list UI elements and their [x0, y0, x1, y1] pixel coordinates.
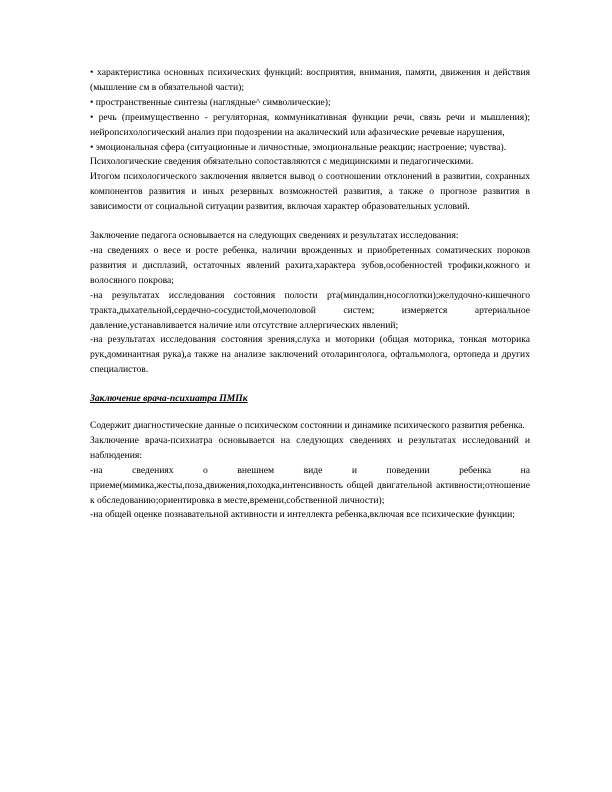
section-heading-psychiatrist: Заключение врача-психиатра ПМПк — [90, 393, 248, 405]
document-page — [90, 66, 530, 523]
paragraph-psychiatrist-intro: Содержит диагностические данные о психическом состоянии и динамике психического развития ребенка. — [90, 420, 525, 432]
paragraph-teacher-intro: Заключение педагога основывается на следующих сведениях и результатах исследования: — [90, 230, 459, 242]
bullet-mental-functions: • характеристика основных психических функций: восприятия, внимания, памяти, движения и действия (мышление см в обязательной части); — [90, 67, 530, 93]
item-weight-height: -на сведениях о весе и росте ребенка, наличии врожденных и приобретенных соматических пороков развития и дисплазий, остаточных явлений рахита,характера зубов,особенностей трофики,кожного и волосяного покрова; — [90, 244, 530, 286]
spacer — [90, 378, 530, 392]
item-vision-hearing-motor: -на результатах исследования состояния зрения,слуха и моторики (общая моторика, тонкая моторика рук,доминантная рука),а также на анализе заключений отоларинголога, офтальмолога, ортопеда и других специалистов. — [90, 334, 530, 376]
paragraph-psychiatrist-basis: Заключение врача-психиатра основывается на следующих сведениях и результатах исследований и наблюдения: — [90, 434, 530, 461]
paragraph-conclusion-outcome: Итогом психологического заключения является вывод о соотношении отклонений в развитии, сохранных компонентов развития и иных резервных возможностей развития, а также о прогнозе развития в зависимости от социальной ситуации развития, включая характер образовательных условий. — [90, 171, 530, 213]
item-appearance-behavior: -на сведениях о внешнем виде и поведении ребенка на приеме(мимика,жесты,поза,движения,походка,интенсивность общей двигательной активности;отношение к обследованию;ориентировка в месте,времени,собственной личности); — [90, 464, 530, 506]
item-cognitive-activity: -на общей оценке познавательной активности и интеллекта ребенка,включая все психические функции; — [90, 509, 515, 521]
bullet-speech: • речь (преимущественно - регуляторная, коммуникативная функции речи, связь речи и мышления); нейропсихологический анализ при подозрении на акалический или афазические речевые нарушения, — [90, 111, 530, 138]
item-systems-exam: -на результатах исследования состояния полости рта(миндалин,носоглотки);желудочно-кишечного тракта,дыхательной,сердечно-сосудистой,мочеполовой систем; измеряется артериальное давление,устанавливается наличие или отсутствие аллергических явлений; — [90, 289, 530, 331]
spacer — [90, 407, 530, 419]
section-psychiatrist-conclusion — [90, 419, 530, 523]
spacer — [90, 215, 530, 229]
section-teacher-conclusion — [90, 229, 530, 378]
bullet-emotional-sphere: • эмоциональная сфера (ситуационные и личностные, эмоциональные реакции; настроение; чувства). — [90, 141, 507, 153]
bullet-spatial-synthesis: • пространственные синтезы (наглядные^ символические); — [90, 96, 331, 108]
section-psychological-conclusion — [90, 66, 530, 215]
paragraph-comparison: Психологические сведения обязательно сопоставляются с медицинскими и педагогическими. — [90, 156, 474, 168]
